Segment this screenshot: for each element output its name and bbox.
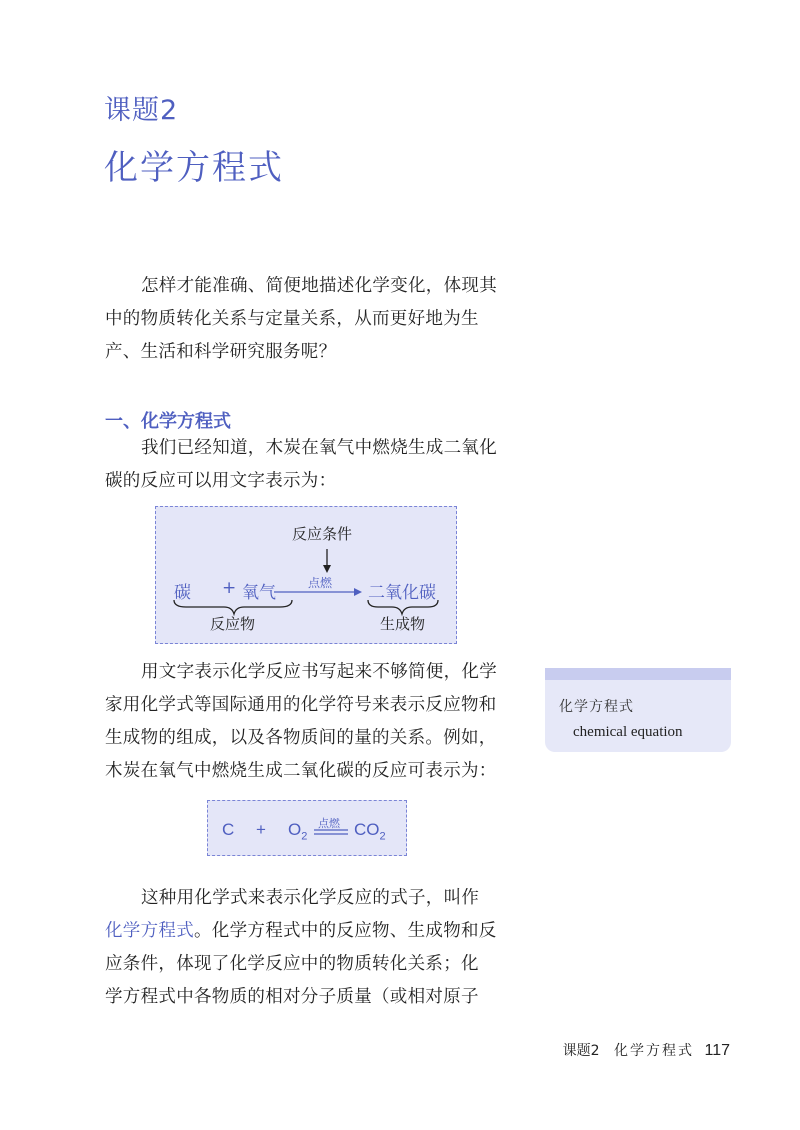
- text-line: 木炭在氧气中燃烧生成二氧化碳的反应可表示为：: [105, 761, 497, 781]
- section-heading: 一、化学方程式: [105, 411, 231, 432]
- reaction-condition: 点燃: [318, 818, 340, 830]
- text-line: 怎样才能准确、简便地描述化学变化，体现其: [141, 276, 497, 296]
- text-line: 碳的反应可以用文字表示为：: [105, 471, 337, 491]
- text-line: 学方程式中各物质的相对分子质量（或相对原子: [105, 987, 479, 1007]
- paragraph-3: [105, 882, 515, 1014]
- paragraph-2: [105, 656, 515, 788]
- footer-lesson: 课题2: [562, 1043, 600, 1059]
- plus-sign: +: [222, 578, 237, 598]
- condition-arrow-head: [323, 565, 331, 573]
- reaction-arrow-head: [354, 588, 362, 596]
- products-label: 生成物: [380, 615, 426, 633]
- text-fragment: 。化学方程式中的反应物、生成物和反: [194, 921, 497, 941]
- formula-c: C: [222, 820, 235, 839]
- reaction-condition: 点燃: [308, 576, 333, 590]
- text-line: 生成物的组成，以及各物质间的量的关系。例如，: [105, 728, 497, 748]
- product-co2: 二氧化碳: [368, 583, 436, 603]
- formula-co-symbol: CO: [354, 820, 380, 839]
- text-line: 应条件，体现了化学反应中的物质转化关系；化: [105, 954, 479, 974]
- side-note-term-en: chemical equation: [573, 724, 683, 740]
- intro-paragraph: [105, 270, 515, 369]
- text-line: 中的物质转化关系与定量关系，从而更好地为生: [105, 309, 479, 329]
- word-equation-box: [155, 506, 457, 644]
- text-line: 家用化学式等国际通用的化学符号来表示反应物和: [105, 695, 497, 715]
- formula-co-subscript: 2: [379, 830, 386, 843]
- text-line: [105, 915, 515, 948]
- page-number: 117: [704, 1042, 730, 1059]
- reactant-oxygen: 氧气: [242, 583, 276, 603]
- footer-title: 化学方程式: [614, 1043, 695, 1059]
- plus-sign: +: [256, 820, 266, 839]
- text-line: 我们已经知道，木炭在氧气中燃烧生成二氧化: [141, 438, 497, 458]
- paragraph-1: [105, 432, 515, 498]
- text-line: 这种用化学式来表示化学反应的式子，叫作: [141, 888, 480, 908]
- page-footer: [563, 1040, 730, 1060]
- formula-co2: [354, 820, 386, 842]
- lesson-title: 化学方程式: [104, 148, 284, 188]
- condition-label: 反应条件: [292, 525, 353, 543]
- text-line: 产、生活和科学研究服务呢？: [105, 342, 337, 362]
- formula-o-subscript: 2: [301, 830, 308, 843]
- side-note-term-zh: 化学方程式: [559, 699, 634, 715]
- reactants-label: 反应物: [210, 615, 256, 633]
- side-note: [545, 668, 731, 752]
- key-term: 化学方程式: [105, 921, 194, 941]
- lesson-label: 课题2: [104, 95, 179, 126]
- symbol-equation-box: [207, 800, 407, 856]
- text-line: 用文字表示化学反应书写起来不够简便，化学: [141, 662, 497, 682]
- reactant-carbon: 碳: [174, 583, 191, 603]
- formula-o-symbol: O: [288, 820, 302, 839]
